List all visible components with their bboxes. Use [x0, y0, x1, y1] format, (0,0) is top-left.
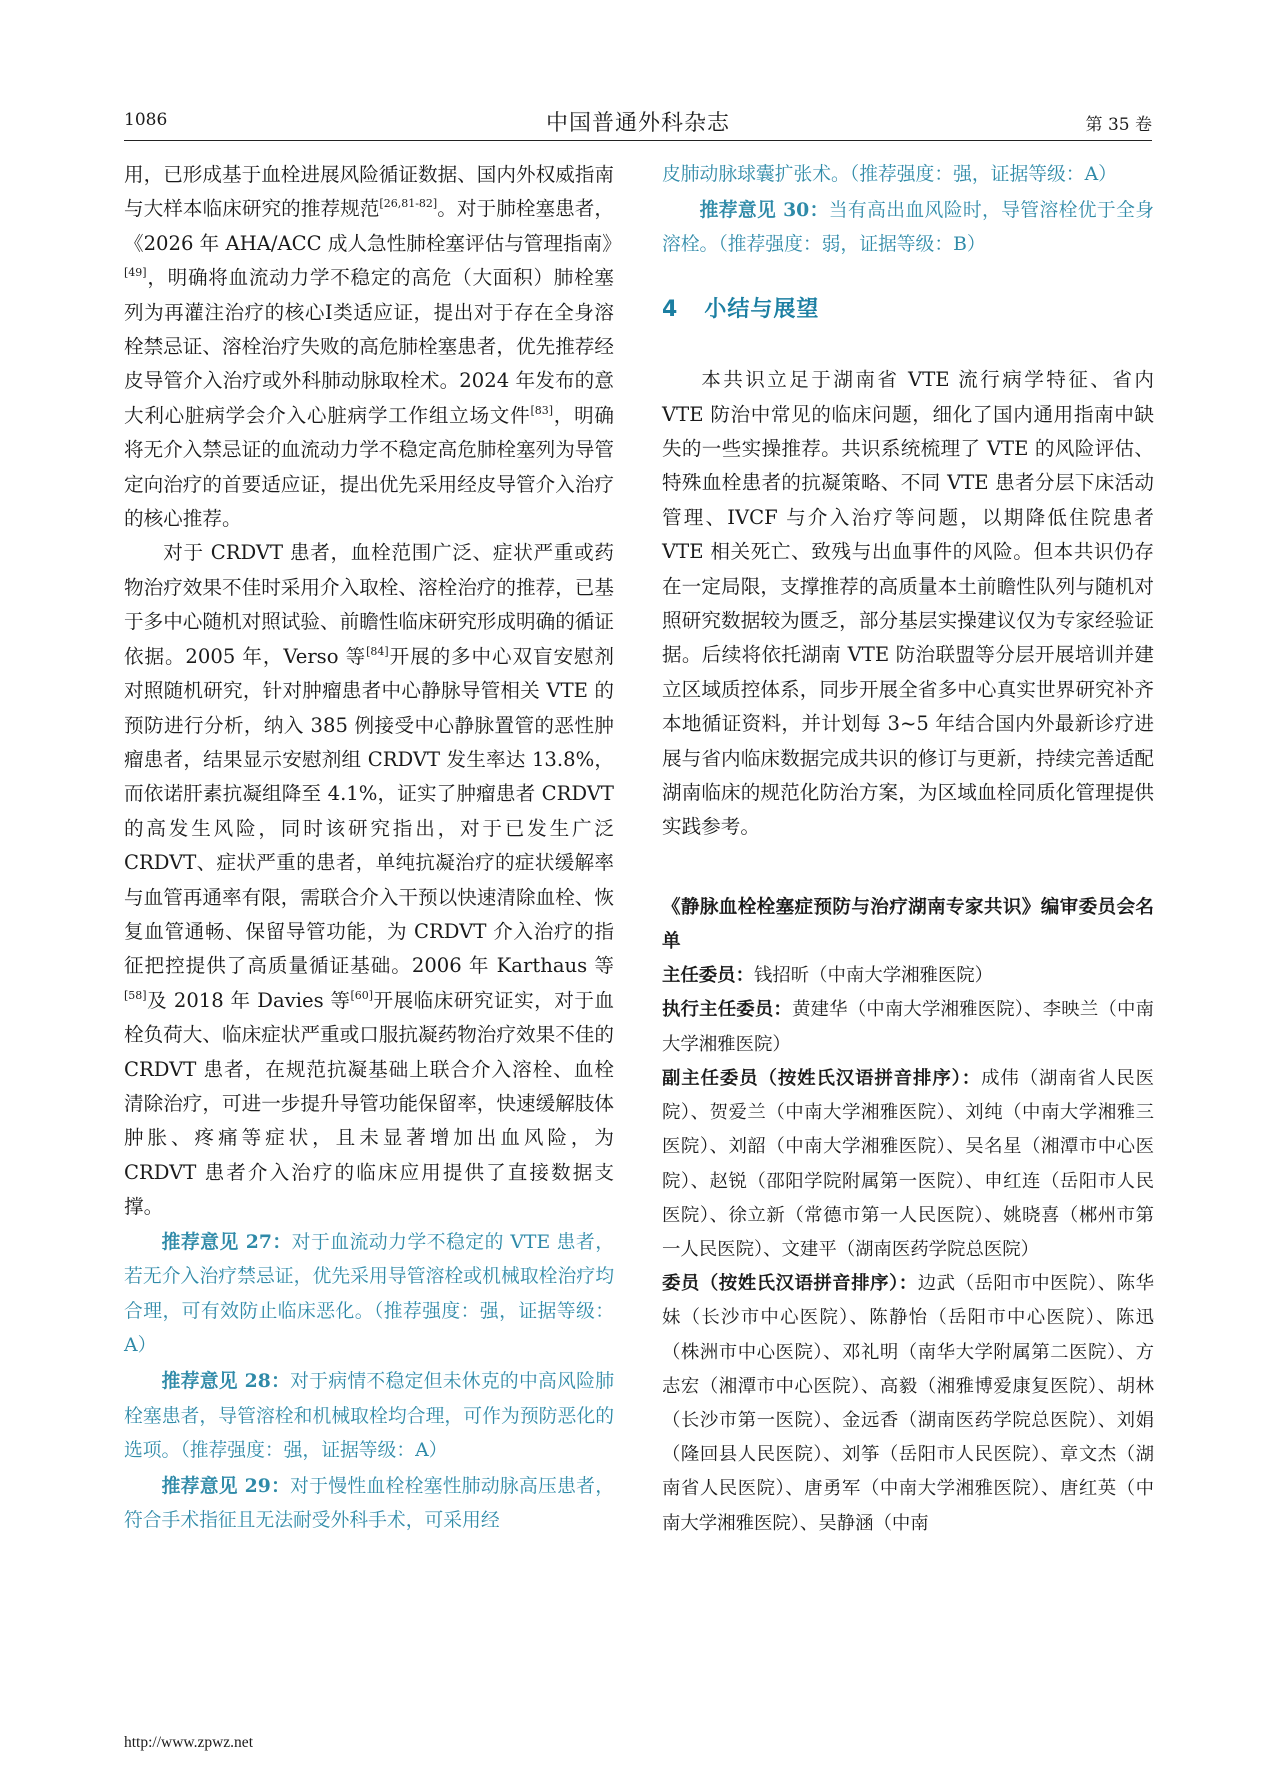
rec-text: 对于慢性血栓栓塞性肺动脉高压患者，符合手术指征且无法耐受外科手术，可采用经	[124, 1475, 614, 1532]
right-column	[662, 158, 1154, 1541]
text: 开展的多中心双盲安慰剂对照随机研究，针对肿瘤患者中心静脉导管相关 VTE 的预防进行分析，纳入 385 例接受中心静脉置管的恶性肿瘤患者，结果显示安慰剂组 CRDVT 发生率达 13.8%，而依诺肝素抗凝组降至 4.1%，证实了肿瘤患者 CRDVT 的高发生风险，同时该研究指出，对于已发生广泛 CRDVT、症状严重的患者，单纯抗凝治疗的症状缓解率与血管再通率有限，需联合介入干预以快速清除血栓、恢复血管通畅、保留导管功能，为 CRDVT 介入治疗的指征把控提供了高质量循证基础。2006 年 Karthaus 等	[124, 644, 614, 978]
section-number: 4	[662, 296, 679, 322]
page-number: 1086	[124, 110, 168, 130]
paragraph-crdvt	[124, 536, 614, 1224]
text: ，明确将无介入禁忌证的血流动力学不稳定高危肺栓塞列为导管定向治疗的首要适应证，提出优先采用经皮导管介入治疗的核心推荐。	[124, 403, 615, 531]
citation: [49]	[124, 266, 147, 280]
journal-title: 中国普通外科杂志	[545, 111, 730, 136]
role-names: 黄建华（中南大学湘雅医院）、李映兰（中南大学湘雅医院）	[662, 999, 1154, 1055]
role-names: 边武（岳阳市中医院）、陈华妹（长沙市中心医院）、陈静怡（岳阳市中心医院）、陈迅（株洲市中心医院）、邓礼明（南华大学附属第二医院）、方志宏（湘潭市中心医院）、高毅（湘雅博爱康复医院）、胡林（长沙市第一医院）、金远香（湖南医药学院总医院）、刘娟（隆回县人民医院）、刘筝（岳阳市人民医院）、章文杰（湖南省人民医院）、唐勇军（中南大学湘雅医院）、唐红英（中南大学湘雅医院）、吴静涵（中南	[662, 1273, 1154, 1534]
role-names: 成伟（湖南省人民医院）、贺爱兰（中南大学湘雅医院）、刘纯（中南大学湘雅三医院）、刘韶（中南大学湘雅医院）、吴名星（湘潭市中心医院）、赵锐（邵阳学院附属第一医院）、申红连（岳阳市人民医院）、徐立新（常德市第一人民医院）、姚晓喜（郴州市第一人民医院）、文建平（湖南医药学院总医院）	[662, 1067, 1154, 1260]
citation: [60]	[350, 988, 374, 1002]
recommendation-29	[124, 1469, 614, 1539]
rec-title: 推荐意见 27：	[161, 1230, 292, 1253]
committee-members	[662, 1267, 1154, 1541]
text: 对于 CRDVT 患者，血栓范围广泛、症状严重或药物治疗效果不佳时采用介入取栓、溶栓治疗的推荐，已基于多中心随机对照试验、前瞻性临床研究形成明确的循证依据。2005 年，Verso 等	[124, 541, 614, 668]
footer-url: http://www.zpwz.net	[124, 1734, 253, 1751]
recommendation-29-continued: 皮肺动脉球囊扩张术。（推荐强度：强，证据等级：A）	[662, 164, 1117, 185]
rec-title: 推荐意见 30：	[699, 198, 829, 221]
citation: [58]	[124, 988, 147, 1002]
citation: [83]	[530, 403, 554, 417]
volume-label: 第 35 卷	[1085, 115, 1152, 135]
committee-list	[662, 891, 1154, 1541]
rec-title: 推荐意见 29：	[161, 1474, 291, 1497]
left-column	[124, 158, 622, 1539]
role-names: 钱招昕（中南大学湘雅医院）	[753, 965, 994, 987]
committee-executive-chair	[662, 993, 1154, 1061]
text: 用，已形成基于血栓进展风险循证数据、国内外权威指南与大样本临床研究的推荐规范	[124, 163, 614, 221]
rec-title: 推荐意见 28：	[161, 1369, 291, 1392]
role-label: 执行主任委员：	[662, 999, 792, 1021]
recommendation-30	[662, 193, 1154, 263]
recommendation-28	[124, 1364, 614, 1469]
text: ，明确将血流动力学不稳定的高危（大面积）肺栓塞列为再灌注治疗的核心Ⅰ类适应证，提出对于存在全身溶栓禁忌证、溶栓治疗失败的高危肺栓塞患者，优先推荐经皮导管介入治疗或外科肺动脉取栓术。2024 年发布的意大利心脏病学会介入心脏病学工作组立场文件	[124, 266, 614, 427]
text: 开展临床研究证实，对于血栓负荷大、临床症状严重或口服抗凝药物治疗效果不佳的 CRDVT 患者，在规范抗凝基础上联合介入溶栓、血栓清除治疗，可进一步提升导管功能保留率，快速缓解肢体肿胀、疼痛等症状，且未显著增加出血风险，为 CRDVT 患者介入治疗的临床应用提供了直接数据支撑。	[124, 988, 615, 1219]
role-label: 委员（按姓氏汉语拼音排序）：	[662, 1273, 918, 1295]
citation: [26,81-82]	[379, 197, 438, 211]
page-header	[124, 104, 1152, 141]
section-heading	[662, 293, 1154, 327]
text: 。对于肺栓塞患者，《2026 年 AHA/ACC 成人急性肺栓塞评估与管理指南》	[124, 197, 622, 255]
rec-text: 对于血流动力学不稳定的 VTE 患者，若无介入治疗禁忌证，优先采用导管溶栓或机械取栓治疗均合理，可有效防止临床恶化。（推荐强度：强，证据等级：A）	[124, 1231, 614, 1357]
committee-chair	[662, 959, 1154, 993]
section-title: 小结与展望	[704, 296, 820, 322]
rec-text: 对于病情不稳定但未休克的中高风险肺栓塞患者，导管溶栓和机械取栓均合理，可作为预防恶化的选项。（推荐强度：强，证据等级：A）	[124, 1370, 614, 1462]
text: 及 2018 年 Davies 等	[146, 988, 351, 1012]
paragraph-summary: 本共识立足于湖南省 VTE 流行病学特征、省内 VTE 防治中常见的临床问题，细化了国内通用指南中缺失的一些实操推荐。共识系统梳理了 VTE 的风险评估、特殊血栓患者的抗凝策略、不同 VTE 患者分层下床活动管理、IVCF 与介入治疗等问题，以期降低住院患者 VTE 相关死亡、致残与出血事件的风险。但本共识仍存在一定局限，支撑推荐的高质量本土前瞻性队列与随机对照研究数据较为匮乏，部分基层实操建议仅为专家经验证据。后续将依托湖南 VTE 防治联盟等分层开展培训并建立区域质控体系，同步开展全省多中心真实世界研究补齐本地循证资料，并计划每 3~5 年结合国内外最新诊疗进展与省内临床数据完成共识的修订与更新，持续完善适配湖南临床的规范化防治方案，为区域血栓同质化管理提供实践参考。	[662, 368, 1154, 839]
citation: [84]	[366, 644, 389, 658]
recommendation-27	[124, 1225, 614, 1364]
role-label: 副主任委员（按姓氏汉语拼音排序）：	[662, 1067, 982, 1089]
rec-text: 当有高出血风险时，导管溶栓优于全身溶栓。（推荐强度：弱，证据等级：B）	[662, 199, 1154, 256]
committee-vice-chairs	[662, 1062, 1154, 1267]
committee-title: 《静脉血栓栓塞症预防与治疗湖南专家共识》编审委员会名单	[662, 896, 1154, 953]
paragraph-pe-guidelines	[124, 158, 622, 536]
role-label: 主任委员：	[662, 965, 754, 987]
